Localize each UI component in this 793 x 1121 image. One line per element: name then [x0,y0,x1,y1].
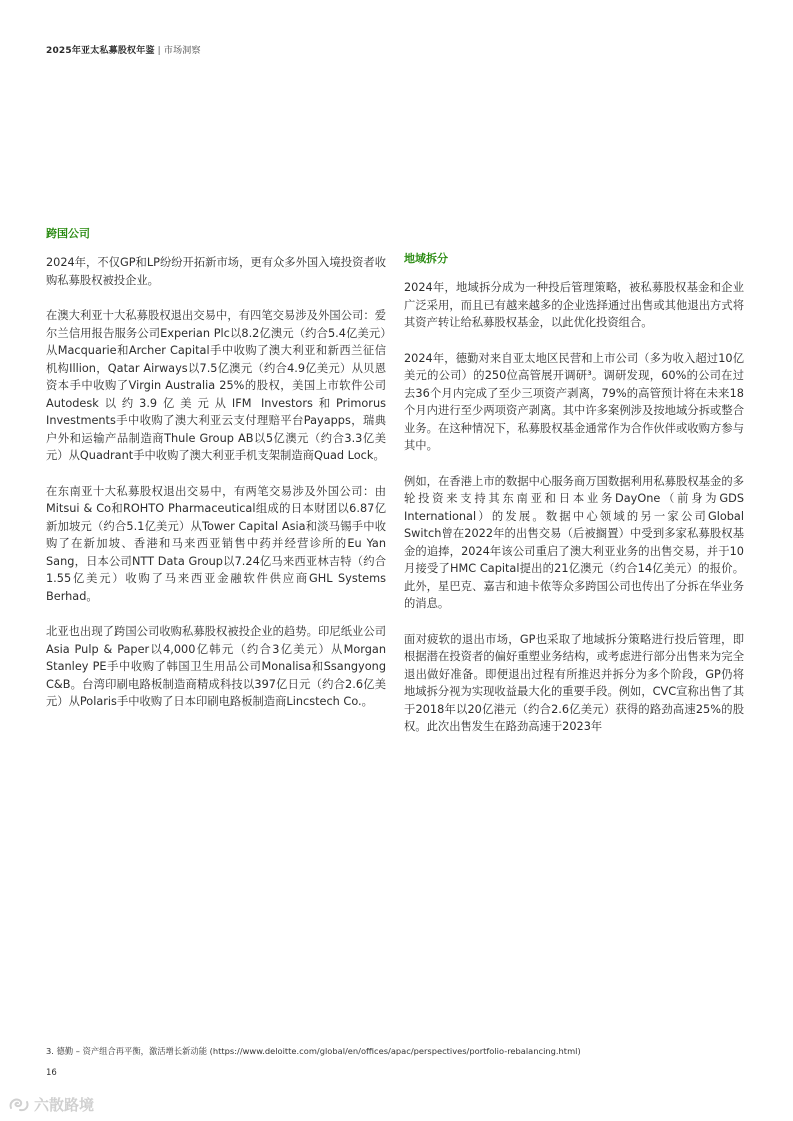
page-number: 16 [46,1068,57,1078]
right-column [404,250,744,754]
body-paragraph: 2024年，德勤对来自亚太地区民营和上市公司（多为收入超过10亿美元的公司）的250位高管展开调研³。调研发现，60%的公司在过去36个月内完成了至少三项资产剥离，79%的高管预计将在未来18个月内进行至少两项资产剥离。其中许多案例涉及按地域分拆或整合业务。在这种情况下，私募股权基金通常作为合作伙伴或收购方参与其中。 [404,351,744,452]
body-paragraph: 在东南亚十大私募股权退出交易中，有两笔交易涉及外国公司：由Mitsui & Co和ROHTO Pharmaceutical组成的日本财团以6.87亿新加坡元（约合5.1亿美元）从Tower Capital Asia和淡马锡手中收购了在新加坡、香港和马来西亚销售中药并经营诊所的Eu Yan Sang，日本公司NTT Data Group以7.24亿马来西亚林吉特（约合1.55亿美元）收购了马来西亚金融软件供应商GHL Systems Berhad。 [46,484,386,603]
watermark [8,1094,94,1115]
footnote: 3. 德勤 – 资产组合再平衡，激活增长新动能 (https://www.deloitte.com/global/en/offices/apac/perspectives/portfolio-rebalancing.html) [46,1046,581,1056]
report-title: 2025年亚太私募股权年鉴 [46,46,155,56]
running-header [46,43,201,56]
body-paragraph: 2024年，不仅GP和LP纷纷开拓新市场，更有众多外国入境投资者收购私募股权被投企业。 [46,256,386,287]
body-paragraph: 北亚也出现了跨国公司收购私募股权被投企业的趋势。印尼纸业公司Asia Pulp & Paper以4,000亿韩元（约合3亿美元）从Morgan Stanley PE手中收购了韩国卫生用品公司Monalisa和Ssangyong C&B。台湾印刷电路板制造商精成科技以397亿日元（约合2.6亿美元）从Polaris手中收购了日本印刷电路板制造商Lincstech Co.。 [46,625,386,708]
left-column [46,225,386,729]
watermark-text: 六散路境 [34,1096,95,1114]
section-heading-geographic-carveout: 地域拆分 [404,252,448,265]
section-heading-multinationals: 跨国公司 [46,227,90,240]
body-paragraph: 2024年，地域拆分成为一种投后管理策略，被私募股权基金和企业广泛采用，而且已有越来越多的企业选择通过出售或其他退出方式将其资产转让给私募股权基金，以此优化投资组合。 [404,281,744,329]
body-paragraph: 在澳大利亚十大私募股权退出交易中，有四笔交易涉及外国公司：爱尔兰信用报告服务公司Experian Plc以8.2亿澳元（约合5.4亿美元）从Macquarie和Archer Capital手中收购了澳大利亚和新西兰征信机构Illion，Qatar Airways以7.5亿澳元（约合4.9亿美元）从贝恩资本手中收购了Virgin Australia 25%的股权，美国上市软件公司Autodesk以约3.9亿美元从IFM Investors和Primorus Investments手中收购了澳大利亚云支付理赔平台Payapps，瑞典户外和运输产品制造商Thule Group AB以5亿澳元（约合3.3亿美元）从Quadrant手中收购了澳大利亚手机支架制造商Quad Lock。 [46,309,386,462]
report-section: 市场洞察 [163,46,201,56]
header-separator: | [157,46,161,56]
body-paragraph: 面对疲软的退出市场，GP也采取了地域拆分策略进行投后管理，即根据潜在投资者的偏好重塑业务结构，或考虑进行部分出售来为完全退出做好准备。即便退出过程有所推迟并拆分为多个阶段，GP仍将地域拆分视为实现收益最大化的重要手段。例如，CVC宣称出售了其于2018年以20亿港元（约合2.6亿美元）获得的路劲高速25%的股权。此次出售发生在路劲高速于2023年 [404,632,744,733]
body-paragraph: 例如，在香港上市的数据中心服务商万国数据利用私募股权基金的多轮投资来支持其东南亚和日本业务DayOne（前身为GDS International）的发展。数据中心领域的另一家公司Global Switch曾在2022年的出售交易（后被搁置）中受到多家私募股权基金的追捧，2024年该公司重启了澳大利亚业务的出售交易，并于10月接受了HMC Capital提出的21亿澳元（约合14亿美元）的报价。此外，星巴克、嘉吉和迪卡侬等众多跨国公司也传出了分拆在华业务的消息。 [404,474,744,610]
swirl-logo-icon [8,1096,30,1114]
